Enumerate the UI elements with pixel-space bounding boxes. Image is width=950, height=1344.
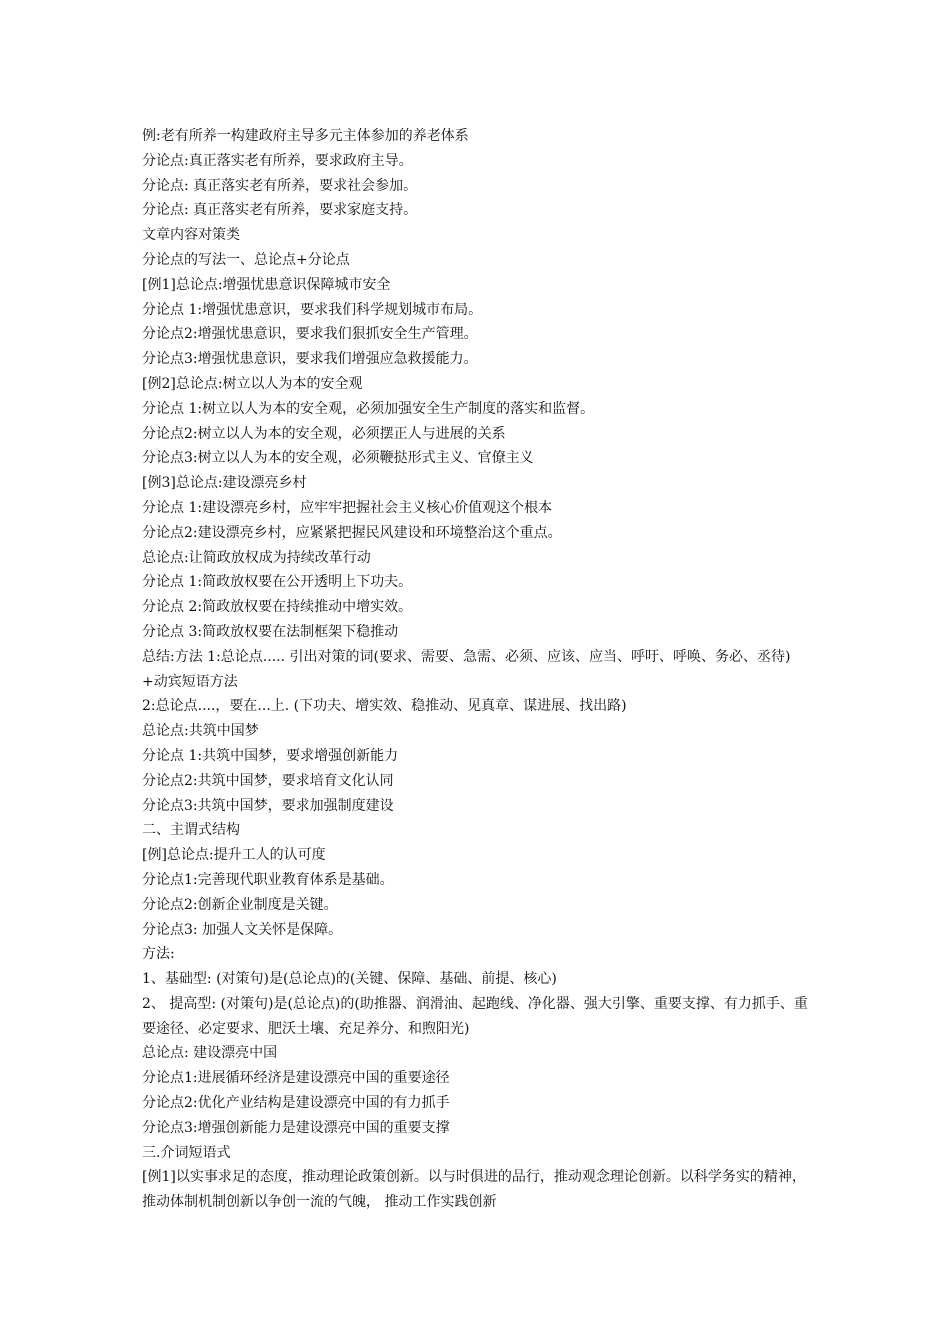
text-line: 分论点 1:树立以人为本的安全观，必须加强安全生产制度的落实和监督。 <box>142 400 595 417</box>
text-line: [例3]总论点:建设漂亮乡村 <box>142 475 307 492</box>
text-line: 方法: <box>142 946 175 963</box>
text-line: 分论点 3:简政放权要在法制框架下稳推动 <box>142 623 399 640</box>
document-body <box>142 124 810 1215</box>
text-line: 1、基础型: (对策句)是(总论点)的(关键、保障、基础、前提、核心) <box>142 971 557 988</box>
text-line: 分论点3:增强创新能力是建设漂亮中国的重要支撑 <box>142 1119 450 1136</box>
text-line: 分论点3:增强忧患意识，要求我们增强应急救援能力。 <box>142 351 478 368</box>
text-line: 分论点2:树立以人为本的安全观，必须摆正人与进展的关系 <box>142 425 506 442</box>
section-heading: 三.介词短语式 <box>142 1144 231 1161</box>
text-line: 分论点 1:共筑中国梦，要求增强创新能力 <box>142 747 399 764</box>
text-line: [例1]总论点:增强忧患意识保障城市安全 <box>142 276 391 293</box>
text-line: 分论点2:共筑中国梦，要求培育文化认同 <box>142 772 394 789</box>
text-line: 分论点: 真正落实老有所养，要求家庭支持。 <box>142 202 418 219</box>
text-line: 分论点 2:简政放权要在持续推动中增实效。 <box>142 599 413 616</box>
text-line: 分论点的写法一、总论点+分论点 <box>142 251 350 268</box>
text-line: 分论点3:共筑中国梦，要求加强制度建设 <box>142 797 394 814</box>
text-line: 分论点3:树立以人为本的安全观，必须鞭挞形式主义、官僚主义 <box>142 450 534 467</box>
text-line: 分论点1:进展循环经济是建设漂亮中国的重要途径 <box>142 1070 450 1087</box>
section-heading: 二、主谓式结构 <box>142 822 240 839</box>
text-line: 分论点 1:简政放权要在公开透明上下功夫。 <box>142 574 413 591</box>
text-line: 分论点3: 加强人文关怀是保障。 <box>142 921 343 938</box>
text-line: [例2]总论点:树立以人为本的安全观 <box>142 375 363 392</box>
text-line: 分论点2:创新企业制度是关键。 <box>142 896 338 913</box>
text-line: 分论点 1:建设漂亮乡村，应牢牢把握社会主义核心价值观这个根本 <box>142 499 553 516</box>
text-line: 总论点: 建设漂亮中国 <box>142 1045 278 1062</box>
text-line: 总论点:共筑中国梦 <box>142 723 259 740</box>
text-line: 2:总论点....，要在...上. (下功夫、增实效、稳推动、见真章、谋进展、找出路) <box>142 698 627 715</box>
text-line: 分论点2:增强忧患意识，要求我们狠抓安全生产管理。 <box>142 326 478 343</box>
type2-paragraph: 2、 提高型: (对策句)是(总论点)的(助推器、润滑油、起跑线、净化器、强大引擎、重要支撑、有力抓手、重要途径、必定要求、肥沃土壤、充足养分、和煦阳光) <box>142 995 808 1037</box>
text-line: 分论点2:优化产业结构是建设漂亮中国的有力抓手 <box>142 1095 450 1112</box>
text-line: 分论点: 真正落实老有所养，要求社会参加。 <box>142 177 418 194</box>
summary-paragraph: 总结:方法 1:总论点..... 引出对策的词(要求、需要、急需、必须、应该、应当、呼吁、呼唤、务必、丞待) +动宾短语方法 <box>142 648 791 690</box>
text-line: [例]总论点:提升工人的认可度 <box>142 847 326 864</box>
text-line: 分论点:真正落实老有所养，要求政府主导。 <box>142 152 413 169</box>
text-line: 分论点 1:增强忧患意识，要求我们科学规划城市布局。 <box>142 301 483 318</box>
text-line: 总论点:让简政放权成为持续改革行动 <box>142 549 371 566</box>
text-line: 例:老有所养一构建政府主导多元主体参加的养老体系 <box>142 128 469 144</box>
example-paragraph: [例1]以实事求足的态度，推动理论政策创新。以与时俱进的品行，推动观念理论创新。以科学务实的精神，推动体制机制创新以争创一流的气魄， 推动工作实践创新 <box>142 1169 806 1211</box>
text-line: 分论点2:建设漂亮乡村，应紧紧把握民风建设和环境整治这个重点。 <box>142 524 562 541</box>
text-line: 分论点1:完善现代职业教育体系是基础。 <box>142 871 394 888</box>
section-heading: 文章内容对策类 <box>142 227 240 244</box>
